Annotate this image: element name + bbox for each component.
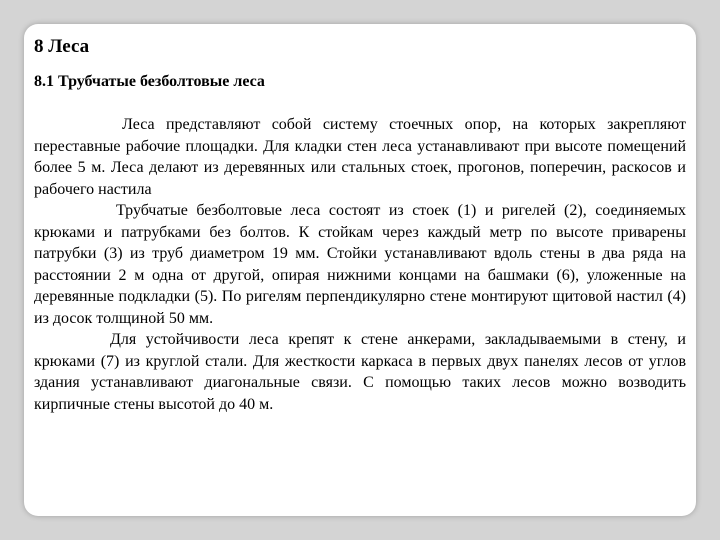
section-subheading: 8.1 Трубчатые безболтовые леса (34, 73, 265, 90)
paragraph-scaffolds-intro: Леса представляют собой систему стоечных опор, на которых закрепляют переставные рабочие площадки. Для кладки стен леса устанавливают при высоте помещений более 5 м. Леса делают из деревянных или стальных стоек, прогонов, поперечин, раскосов и рабочего настила (34, 116, 686, 198)
slide-content (34, 36, 686, 415)
section-heading: 8 Леса (34, 36, 90, 57)
paragraph-tubular-scaffolds: Трубчатые безболтовые леса состоят из стоек (1) и ригелей (2), соединяемых крюками и патрубками без болтов. К стойкам через каждый метр по высоте приварены патрубки (3) из труб диаметром 19 мм. Стойки устанавливают вдоль стены в два ряда на расстоянии 2 м одна от другой, опирая нижними концами на башмаки (6), уложенные на деревянные подкладки (5). По ригелям перпендикулярно стене монтируют щитовой настил (4) из досок толщиной 50 мм. (34, 202, 686, 327)
paragraph-stability: Для устойчивости леса крепят к стене анкерами, закладываемыми в стену, и крюками (7) из круглой стали. Для жесткости каркаса в первых двух панелях лесов от углов здания устанавливают диагональные связи. С помощью таких лесов можно возводить кирпичные стены высотой до 40 м. (34, 331, 686, 413)
slide-panel (24, 24, 696, 516)
